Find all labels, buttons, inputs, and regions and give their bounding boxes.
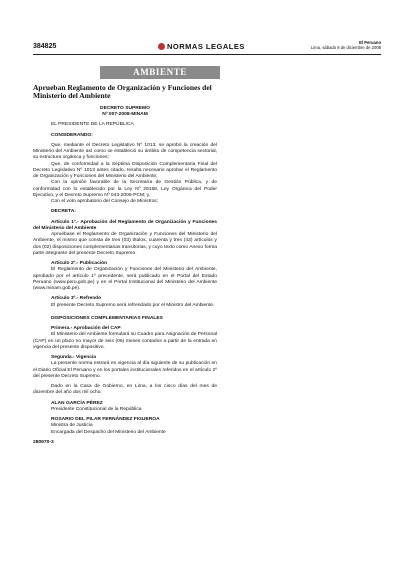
document-title: Aprueban Reglamento de Organización y Funciones del Ministerio del Ambiente xyxy=(33,83,212,101)
decree-number: Nº 007-2008-MINAM xyxy=(102,112,148,118)
edition-date: Lima, sábado 8 de diciembre de 2008 xyxy=(310,45,381,50)
disposiciones-heading: DISPOSICIONES COMPLEMENTARIAS FINALES xyxy=(51,315,163,321)
article-title: Artículo 1º.- Aprobación del Reglamento de Organización y Funciones del Ministerio del Ambiente xyxy=(33,219,217,231)
article-body: El Reglamento de Organización y Funciones del Ministerio del Ambiente, aprobado por el artículo 1º precedente, será publicado en el Portal del Estado Peruano (www.peru.gob.pe) y en el Portal Institucional del Ministerio del Ambiente (www.minam.gob.pe). xyxy=(33,267,217,292)
disposicion-body: El Ministerio del Ambiente formulará su Cuadro para Asignación de Personal (CAP) en un plazo no mayor de seis (06) meses contados a partir de la entrada en vigencia del presente dispositivo. xyxy=(33,332,217,350)
signatory-role: Ministra de Justicia xyxy=(51,423,93,429)
article-body: El presente Decreto Supremo será refrendado por el Ministro del Ambiente. xyxy=(51,302,215,308)
newspaper-section-name: NORMAS LEGALES xyxy=(167,42,245,51)
header-edition-info xyxy=(311,40,381,50)
page-number: 384825 xyxy=(33,43,57,50)
signatory-name: ALAN GARCÍA PÉREZ xyxy=(51,400,103,406)
signatory-role: Encargada del Despacho del Ministerio del Ambiente xyxy=(51,429,166,435)
article-body: Apruébase el Reglamento de Organización y Funciones del Ministerio del Ambiente, el mismo que consta de tres (03) títulos, cuarenta y tres (43) artículos y dos (02) disposiciones complementarias transitorias, y cuyo texto como Anexo forma parte integrante del presente Decreto Supremo. xyxy=(33,232,217,256)
disposicion-title: Primera.- Aprobación del CAP xyxy=(51,326,121,332)
newspaper-masthead xyxy=(158,42,245,51)
considerando-paragraph: Que, de conformidad a la Séptima Disposición Complementaria Final del Decreto Legislativo Nº 1013 antes citado, resulta necesario aprobar el Reglamento de Organización y Funciones del Ministerio del Ambiente; xyxy=(33,161,217,180)
dado-en-paragraph: Dado en la Casa de Gobierno, en Lima, a los cinco días del mes de diciembre del año dos mil ocho. xyxy=(33,384,217,396)
article-column xyxy=(33,84,217,446)
decree-type: DECRETO SUPREMO xyxy=(100,105,150,111)
decreta-label: DECRETA: xyxy=(51,209,76,215)
coat-of-arms-icon xyxy=(158,43,165,50)
president-heading: EL PRESIDENTE DE LA REPÚBLICA xyxy=(51,122,134,128)
considerando-paragraph: Que, mediante el Decreto Legislativo Nº 1013, se aprobó la creación del Ministerio del Ambiente así como se estableció su ámbito de competencia sectorial, su estructura orgánica y funciones; xyxy=(33,142,217,161)
publication-reference: 280970-3 xyxy=(33,439,54,445)
considerando-label: CONSIDERANDO: xyxy=(51,132,93,138)
considerando-paragraph: Con la opinión favorable de la Secretaría de Gestión Pública, y de conformidad con lo establecido por la Ley Nº 29158, Ley Orgánica del Poder Ejecutivo, y el Decreto Supremo Nº 043-2006-PCM; y, xyxy=(33,180,217,198)
page-header xyxy=(33,40,381,55)
disposicion-title: Segunda.- Vigencia xyxy=(51,355,97,361)
considerando-paragraph: Con el voto aprobatorio del Consejo de Ministros; xyxy=(51,199,159,205)
disposicion-body: La presente norma entrará en vigencia al día siguiente de su publicación en el Diario Oficial El Peruano y en los portales institucionales referidos en el artículo 2º del presente Decreto Supremo. xyxy=(33,361,217,379)
newspaper-name: El Peruano xyxy=(359,40,381,45)
article-title: Artículo 2º.- Publicación xyxy=(51,261,108,267)
article-title: Artículo 3º.- Refrendo xyxy=(51,296,102,302)
section-banner: AMBIENTE xyxy=(100,66,220,79)
signatory-name: ROSARIO DEL PILAR FERNÁNDEZ FIGUEROA xyxy=(51,417,160,423)
signatory-role: Presidente Constitucional de la República xyxy=(51,406,142,412)
